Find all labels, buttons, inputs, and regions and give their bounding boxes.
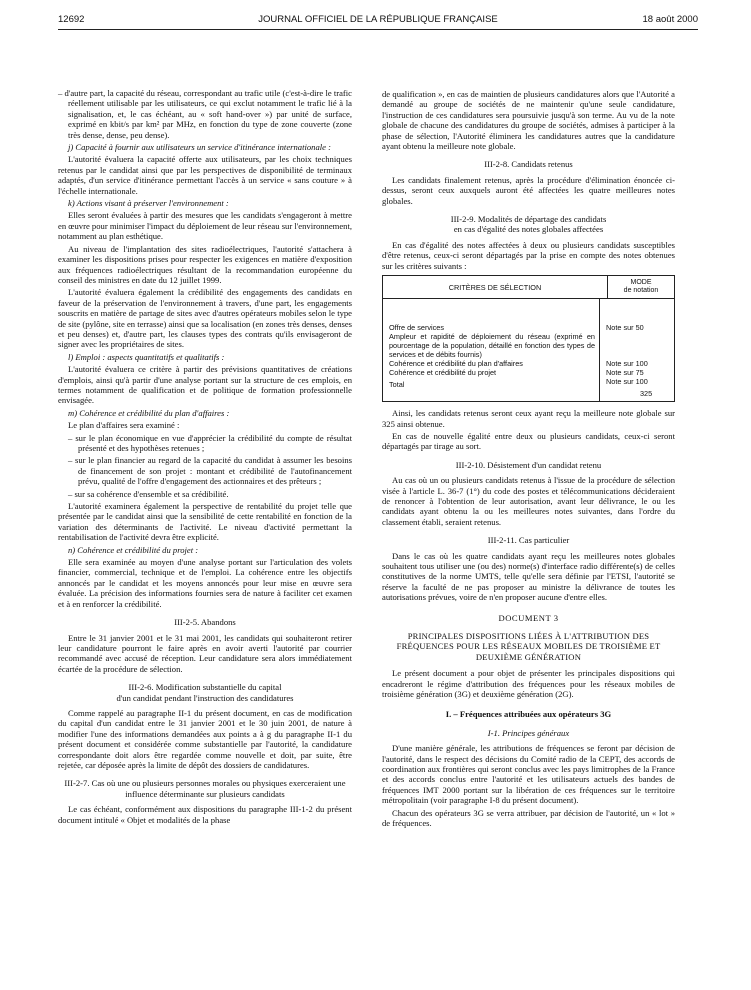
paragraph: Chacun des opérateurs 3G se verra attribuer, par décision de l'autorité, un « lot » de fréquences. — [382, 807, 675, 829]
notation-header-line: de notation — [623, 287, 659, 295]
notation-column-header — [608, 279, 674, 295]
criterion-heading: j) Capacité à fournir aux utilisateurs un service d'itinérance internationale : — [68, 142, 331, 153]
table-row — [389, 359, 595, 368]
criterion-score: Note sur 75 — [606, 368, 644, 378]
paragraph: L'autorité évaluera ce critère à partir des prévisions quantitatives de créations d'emplois, ainsi qu'à partir d'une analyse portant sur la structure de ces emplois, en termes notamment de qualification et de politique de formation professionnelle envisagée. — [58, 364, 352, 406]
table-row — [389, 368, 595, 377]
paragraph: Au cas où un ou plusieurs candidats retenus à l'issue de la procédure de sélection visée à l'article L. 36-7 (1°) du code des postes et télécommunications décideraient de renoncer à l'obtention de leur autorisation, avant leur délivrance, le ou les candidats ayant obtenu la ou les meilleures notes suivantes, dans l'ordre du classement établi, seraient retenus. — [382, 475, 675, 527]
section-heading-line: III-2-6. Modification substantielle du capital — [128, 682, 282, 693]
paragraph: Le plan d'affaires sera examiné : — [68, 420, 180, 431]
page-number: 12692 — [58, 14, 85, 25]
section-heading — [58, 682, 352, 703]
criterion-heading: m) Cohérence et crédibilité du plan d'affaires : — [68, 407, 230, 418]
total-value: 325 — [640, 389, 653, 399]
journal-title: JOURNAL OFFICIEL DE LA RÉPUBLIQUE FRANÇAISE — [258, 14, 498, 25]
criterion-heading: k) Actions visant à préserver l'environnement : — [68, 198, 229, 209]
criterion-score: Note sur 50 — [606, 323, 644, 333]
paragraph: Au niveau de l'implantation des sites radioélectriques, l'autorité s'attachera à examiner les dispositions prises pour respecter les exigences en matière d'exposition aux fréquences radioélectriques résultant de la recommandation européenne du conseil des ministres en date du 12 juillet 1999. — [58, 243, 352, 285]
criteria-table-body — [383, 299, 674, 401]
section-heading: III-2-10. Désistement d'un candidat retenu — [455, 459, 602, 470]
header-rule — [58, 29, 698, 30]
issue-date: 18 août 2000 — [642, 14, 698, 25]
paragraph: En cas de nouvelle égalité entre deux ou plusieurs candidats, ceux-ci seront départagés par tirage au sort. — [382, 430, 675, 452]
subsection-heading: I-1. Principes généraux — [487, 727, 570, 738]
paragraph: L'autorité évaluera également la crédibilité des engagements des candidats en faveur de la préservation de l'environnement à travers, d'une part, les engagements souscrits en matière de partage de sites avec d'autres opérateurs mobiles selon le type de site (pylône, site en terrasse) ainsi que sa localisation (en zones très denses, denses et peu denses) et, d'autre part, les clauses types des contrats qu'ils envisageront de signer avec les propriétaires de sites. — [58, 287, 353, 350]
paragraph: En cas d'égalité des notes affectées à deux ou plusieurs candidats susceptibles d'être retenus, ceux-ci seront départagés par la prise en compte des notes obtenues sur les critères suivants : — [382, 239, 675, 271]
table-row — [389, 332, 595, 359]
paragraph: Elle sera examinée au moyen d'une analyse portant sur l'articulation des volets financier, commercial, technique et de l'emploi. La cohérence entre les objectifs annoncés par le candidat et les moyens annoncés pour leur mise en œuvre sera évaluée. La précision des informations fournies sera de nature à faciliter cet examen et à en renforcer la crédibilité. — [58, 557, 352, 609]
list-item: – sur le plan économique en vue d'apprécier la crédibilité du compte de résultat présenté et des hypothèses retenues ; — [68, 432, 352, 453]
paragraph: Dans le cas où les quatre candidats ayant reçu les meilleures notes globales souhaitent tous utiliser une (ou des) norme(s) d'interface radio différente(s) de celles constitutives de la norme UMTS, telle qu'elle sera définie par l'ETSI, l'autorité se réserve la faculté de ne pas proposer au ministre la délivrance de toutes les autorisations prévues, voire de n'en proposer aucune d'entre elles. — [382, 550, 675, 603]
criterion-heading: l) Emploi : aspects quantitatifs et qualitatifs : — [68, 351, 225, 362]
paragraph: Comme rappelé au paragraphe II-1 du présent document, en cas de modification du capital d'un candidat entre le 31 janvier 2001 et le 30 juin 2001, de nature à modifier l'une des informations demandées aux points a à g du paragraphe II-1 du présent document et considérée comme substantielle par l'autorité, la candidature correspondante doit alors être regardée comme nouvelle et doit, par suite, être rejetée, car déposée après la limite de dépôt des dossiers de candidatures. — [58, 707, 352, 770]
paragraph: de qualification », en cas de maintien de plusieurs candidatures alors que l'Autorité a demandé au groupe de sociétés de ne maintenir qu'une seule candidature, l'instruction de ces candidatures sera poursuivie jusqu'à son terme. Au vu de la note globale de chacune des candidatures du groupe de sociétés, admises à participer à la phase de sélection, l'Autorité éliminera les candidatures autres que la candidature ayant obtenu la meilleure note globale. — [382, 89, 675, 152]
criteria-table-header — [383, 276, 674, 299]
criterion-heading: n) Cohérence et crédibilité du projet : — [68, 544, 199, 555]
paragraph: Le présent document a pour objet de présenter les principales dispositions qui encadreront le régime d'attribution des fréquences pour les réseaux mobiles de troisième génération (3G) et deuxième génération (2G). — [382, 668, 675, 700]
paragraph: D'une manière générale, les attributions de fréquences se feront par décision de l'autorité, dans le respect des décisions du Comité radio de la CEPT, des accords de coordination aux frontières qui seront conclus avec les pays limitrophes de la France et des accords conclus entre l'autorité et les utilisateurs actuels des bandes de fréquences IMT 2000 portant sur la libération de ces fréquences sur le territoire métropolitain (voir paragraphe I-8 du présent document). — [382, 743, 675, 806]
section-heading: III-2-7. Cas où une ou plusieurs personnes morales ou physiques exerceraient une influence déterminante sur plusieurs candidats — [64, 778, 346, 799]
document-subtitle: PRINCIPALES DISPOSITIONS LIÉES À L'ATTRIBUTION DES FRÉQUENCES POUR LES RÉSEAUX MOBILES DE TROISIÈME ET DEUXIÈME GÉNÉRATION — [396, 631, 661, 662]
total-row — [389, 380, 595, 389]
document-title: DOCUMENT 3 — [498, 612, 559, 623]
criterion-score: Note sur 100 — [606, 377, 648, 387]
section-heading: III-2-8. Candidats retenus — [484, 159, 573, 170]
left-column — [58, 88, 352, 827]
notation-header-line: MODE — [630, 279, 652, 287]
list-item: – sur sa cohérence d'ensemble et sa crédibilité. — [68, 488, 229, 499]
score-spacer — [606, 332, 672, 359]
paragraph: Elles seront évaluées à partir des mesures que les candidats s'engageront à mettre en œuvre pour minimiser l'impact du déploiement de leur réseau sur l'environnement, notamment au plan esthétique. — [58, 210, 352, 242]
criterion-label: Offre de services — [389, 323, 445, 333]
criteria-column-header: CRITÈRES DE SÉLECTION — [383, 276, 608, 298]
section-heading-line: en cas d'égalité des notes globales affectées — [453, 224, 604, 235]
criterion-label: Cohérence et crédibilité du plan d'affaires — [389, 359, 523, 369]
paragraph: – d'autre part, la capacité du réseau, correspondant au trafic utile (c'est-à-dire le trafic réellement utilisable par les utilisateurs, ce qui exclut notamment le trafic lié à la signalisation, et, le cas échéant, au « soft hand-over ») par unité de surface, exprimé en kbit/s par km² par MHz, en fonction du type de zone couverte (zone très dense, dense, peu dense). — [58, 88, 352, 140]
list-item: – sur le plan financier au regard de la capacité du candidat à assumer les besoins de financement de son projet : montant et crédibilité de l'autofinancement prévu, qualité de l'offre d'engagement des actionnaires et des prêteurs ; — [68, 455, 352, 487]
section-heading: III-2-5. Abandons — [174, 617, 236, 628]
criteria-table — [382, 275, 675, 402]
criterion-label: Cohérence et crédibilité du projet — [389, 368, 497, 378]
criterion-score: Note sur 100 — [606, 359, 648, 369]
paragraph: L'autorité évaluera la capacité offerte aux utilisateurs, par les choix techniques retenus par le candidat ainsi que par les perspectives de disponibilité de terminaux adaptés, d'un service d'itinérance permettant l'accès à un service « sans couture » à l'échelle internationale. — [58, 154, 352, 196]
section-heading — [382, 214, 675, 235]
paragraph: Le cas échéant, conformément aux dispositions du paragraphe III-1-2 du présent document intitulé « Objet et modalités de la phase — [58, 804, 352, 825]
criterion-label: Ampleur et rapidité de déploiement du réseau (exprimé en pourcentage de la population, détaillé en fonction des types de services et de débits fournis) — [389, 332, 595, 360]
right-column — [382, 89, 675, 831]
criteria-column — [383, 299, 600, 401]
paragraph: Entre le 31 janvier 2001 et le 31 mai 2001, les candidats qui souhaiteront retirer leur candidature pourront le faire après en avoir averti l'autorité par courrier recommandé avec accusé de réception. Leur candidature sera alors immédiatement écartée de la procédure de sélection. — [58, 632, 352, 674]
section-heading-line: III-2-9. Modalités de départage des candidats — [450, 214, 607, 225]
paragraph: Les candidats finalement retenus, après la procédure d'élimination énoncée ci-dessus, seront ceux auxquels auront été affectées les quatre meilleures notes globales. — [382, 174, 675, 206]
chapter-heading: I. – Fréquences attribuées aux opérateurs 3G — [445, 709, 612, 720]
notation-column — [600, 299, 674, 401]
paragraph: L'autorité examinera également la perspective de rentabilité du projet telle que présentée par le candidat ainsi que la sensibilité de cette rentabilité en fonction de la variation des déterminants de l'activité. Le niveau d'activité permettant la rentabilisation de l'activité devra être explicité. — [58, 501, 352, 543]
paragraph: Ainsi, les candidats retenus seront ceux ayant reçu la meilleure note globale sur 325 ainsi obtenue. — [382, 408, 675, 429]
section-heading: III-2-11. Cas particulier — [487, 535, 570, 546]
section-heading-line: d'un candidat pendant l'instruction des candidatures — [116, 692, 294, 703]
total-label: Total — [389, 380, 405, 390]
table-row — [389, 323, 595, 332]
